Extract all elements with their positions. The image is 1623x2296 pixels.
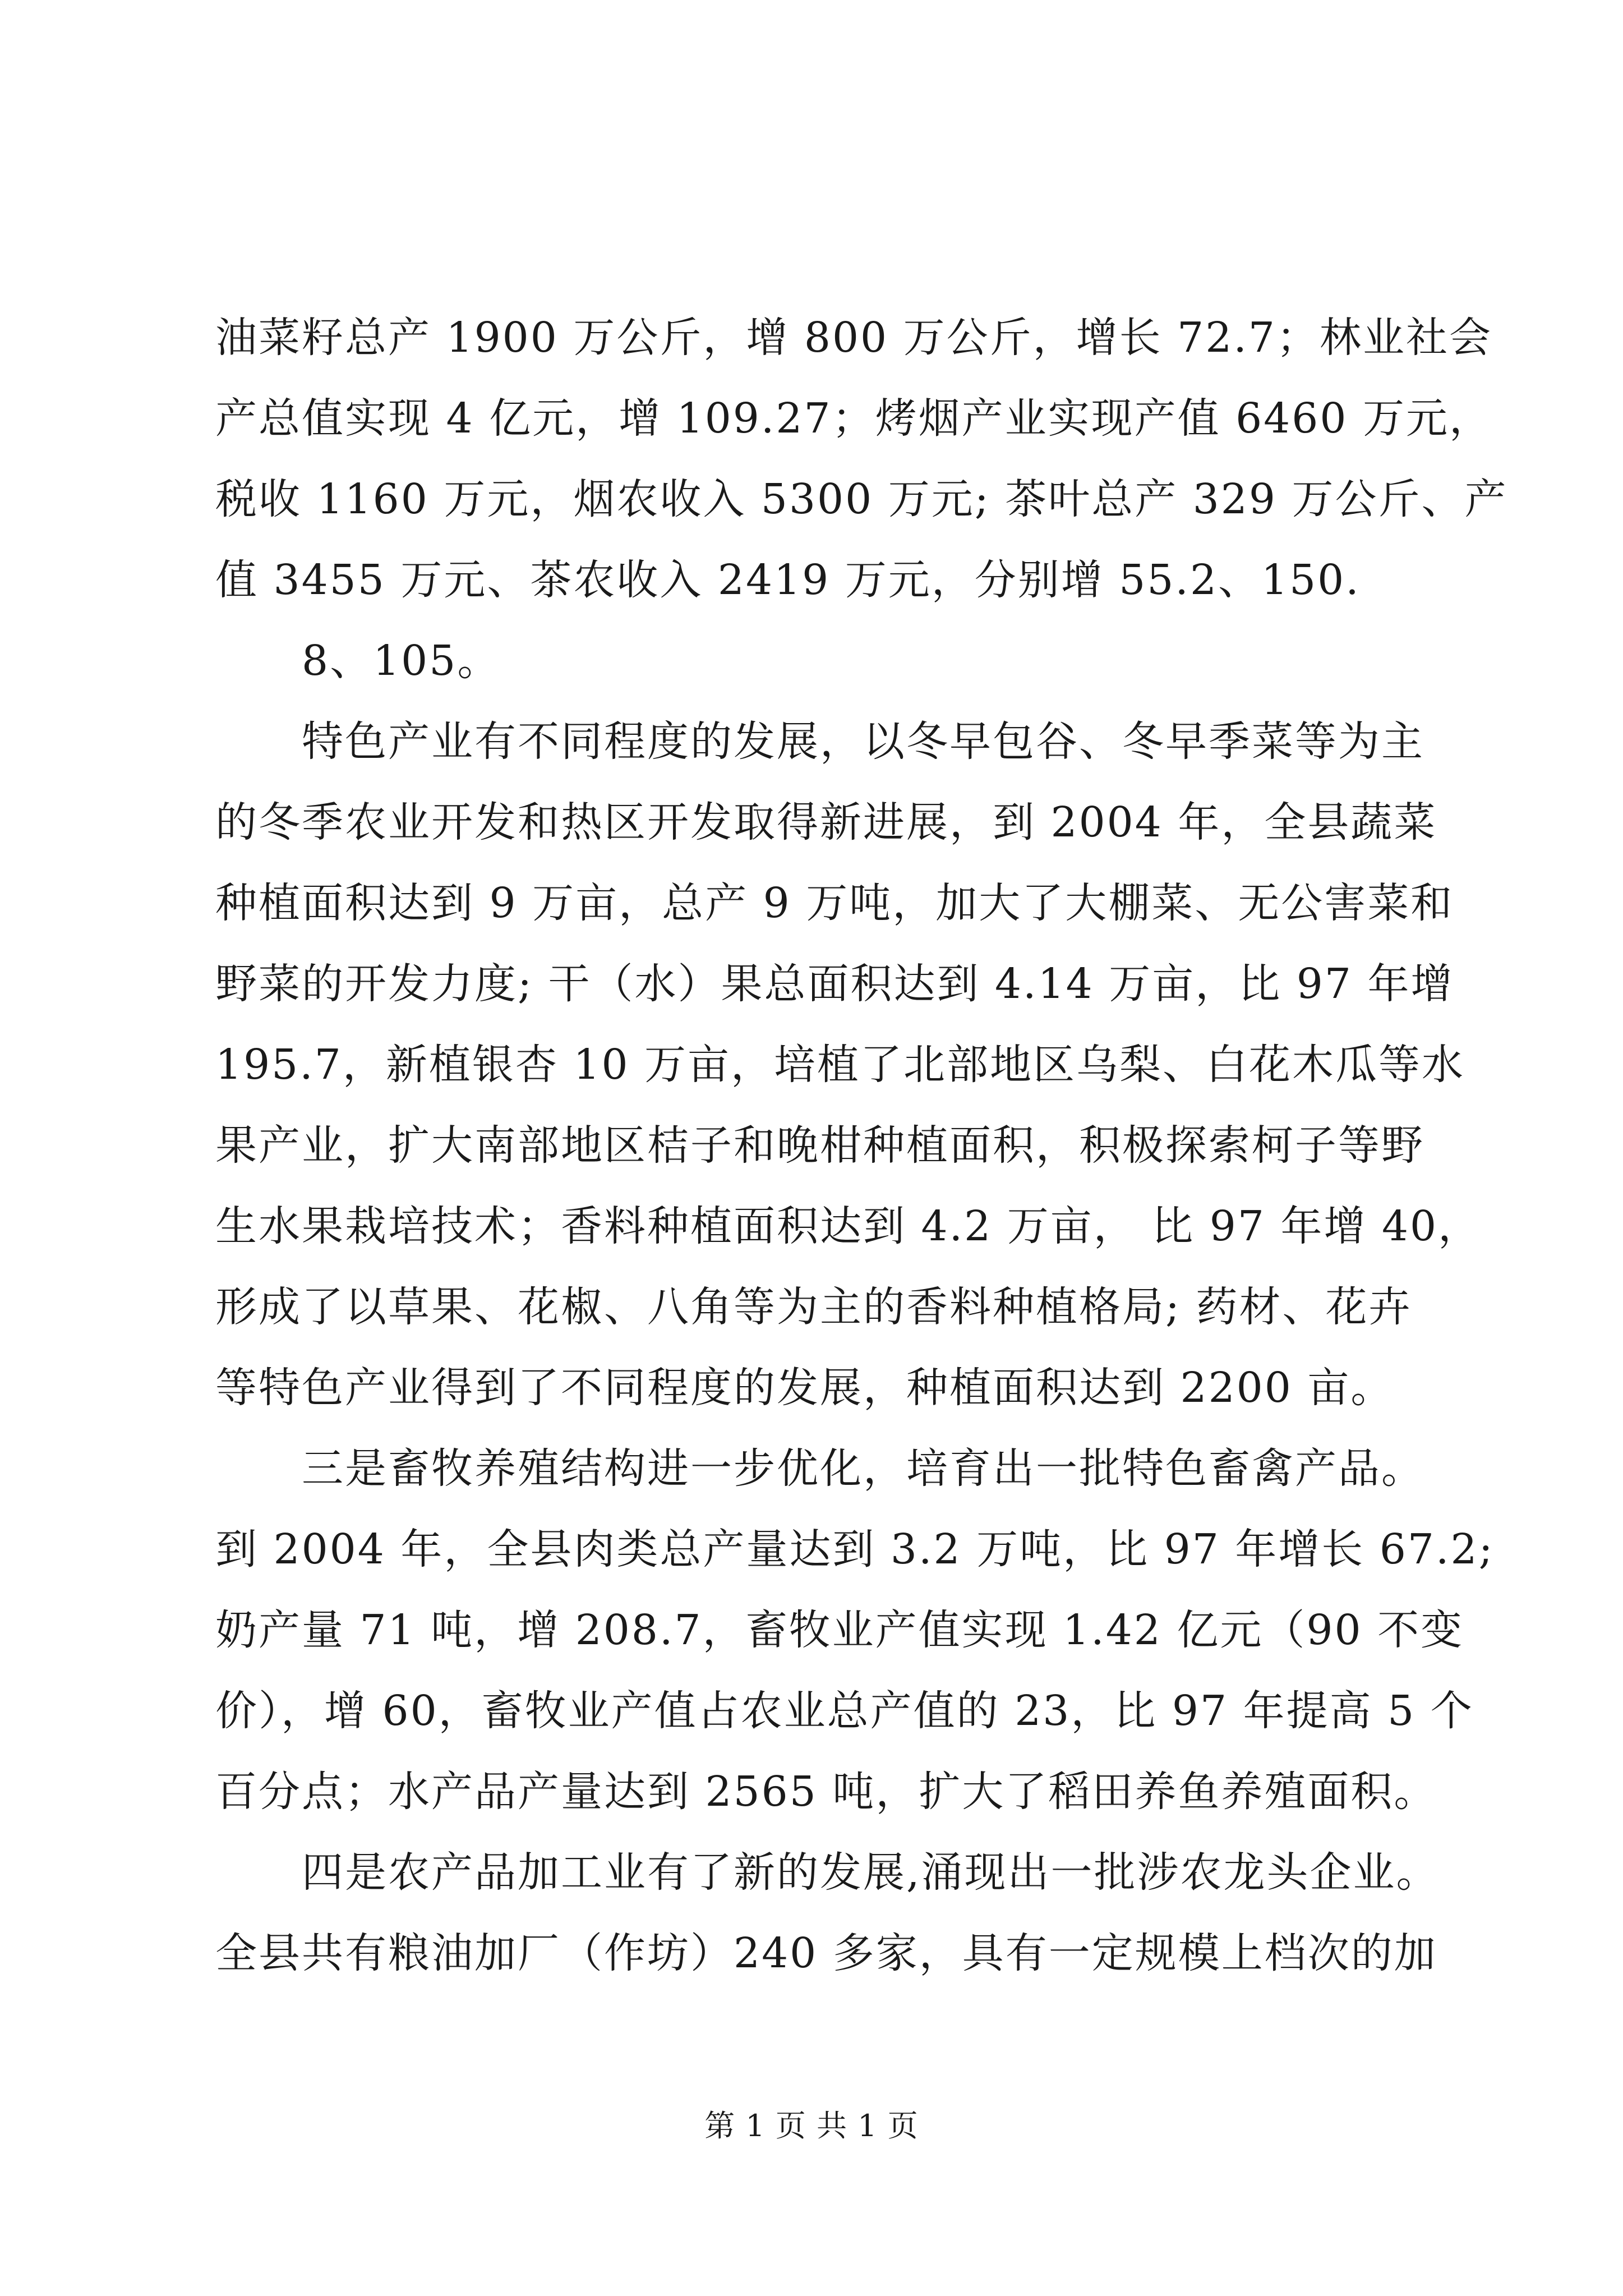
text-line: 油菜籽总产 1900 万公斤，增 800 万公斤，增长 72.7；林业社会: [215, 314, 1492, 362]
paragraph-3: [215, 701, 1482, 1428]
text-line: 特色产业有不同程度的发展，以冬早包谷、冬早季菜等为主: [302, 717, 1424, 766]
text-line: 四是农产品加工业有了新的发展,涌现出一批涉农龙头企业。: [302, 1848, 1440, 1897]
page-footer: [0, 2106, 1623, 2146]
text-line: 值 3455 万元、茶农收入 2419 万元，分别增 55.2、150.: [215, 556, 1361, 604]
text-line: 价），增 60，畜牧业产值占农业总产值的 23，比 97 年提高 5 个: [215, 1687, 1474, 1735]
text-line: 195.7，新植银杏 10 万亩，培植了北部地区乌梨、白花木瓜等水: [215, 1041, 1465, 1089]
page-number-label: 第 1 页 共 1 页: [704, 2108, 919, 2143]
text-line: 的冬季农业开发和热区开发取得新进展，到 2004 年，全县蔬菜: [215, 798, 1437, 846]
text-line: 8、105。: [302, 637, 501, 685]
text-line: 形成了以草果、花椒、八角等为主的香料种植格局; 药材、花卉: [215, 1283, 1412, 1331]
text-line: 等特色产业得到了不同程度的发展，种植面积达到 2200 亩。: [215, 1364, 1394, 1412]
text-line: 野菜的开发力度; 干（水）果总面积达到 4.14 万亩，比 97 年增: [215, 960, 1454, 1008]
text-line: 税收 1160 万元，烟农收入 5300 万元; 茶叶总产 329 万公斤、产: [215, 475, 1508, 523]
text-line: 生水果栽培技术；香料种植面积达到 4.2 万亩， 比 97 年增 40，: [215, 1202, 1482, 1250]
paragraph-2: [215, 620, 1415, 701]
text-line: 奶产量 71 吨，增 208.7，畜牧业产值实现 1.42 亿元（90 不变: [215, 1606, 1464, 1654]
text-line: 到 2004 年，全县肉类总产量达到 3.2 万吨，比 97 年增长 67.2;: [215, 1525, 1495, 1573]
text-line: 果产业，扩大南部地区桔子和晚柑种植面积，积极探索柯子等野: [215, 1121, 1424, 1170]
paragraph-5: [215, 1832, 1440, 1994]
text-line: 种植面积达到 9 万亩，总产 9 万吨，加大了大棚菜、无公害菜和: [215, 879, 1454, 927]
document-body: [215, 297, 1508, 1994]
paragraph-4: [215, 1428, 1495, 1832]
text-line: 百分点；水产品产量达到 2565 吨，扩大了稻田养鱼养殖面积。: [215, 1768, 1437, 1816]
paragraph-1: [215, 297, 1508, 620]
text-line: 产总值实现 4 亿元，增 109.27；烤烟产业实现产值 6460 万元，: [215, 394, 1492, 443]
text-line: 三是畜牧养殖结构进一步优化，培育出一批特色畜禽产品。: [302, 1444, 1424, 1493]
text-line: 全县共有粮油加厂（作坊）240 多家，具有一定规模上档次的加: [215, 1929, 1437, 1977]
